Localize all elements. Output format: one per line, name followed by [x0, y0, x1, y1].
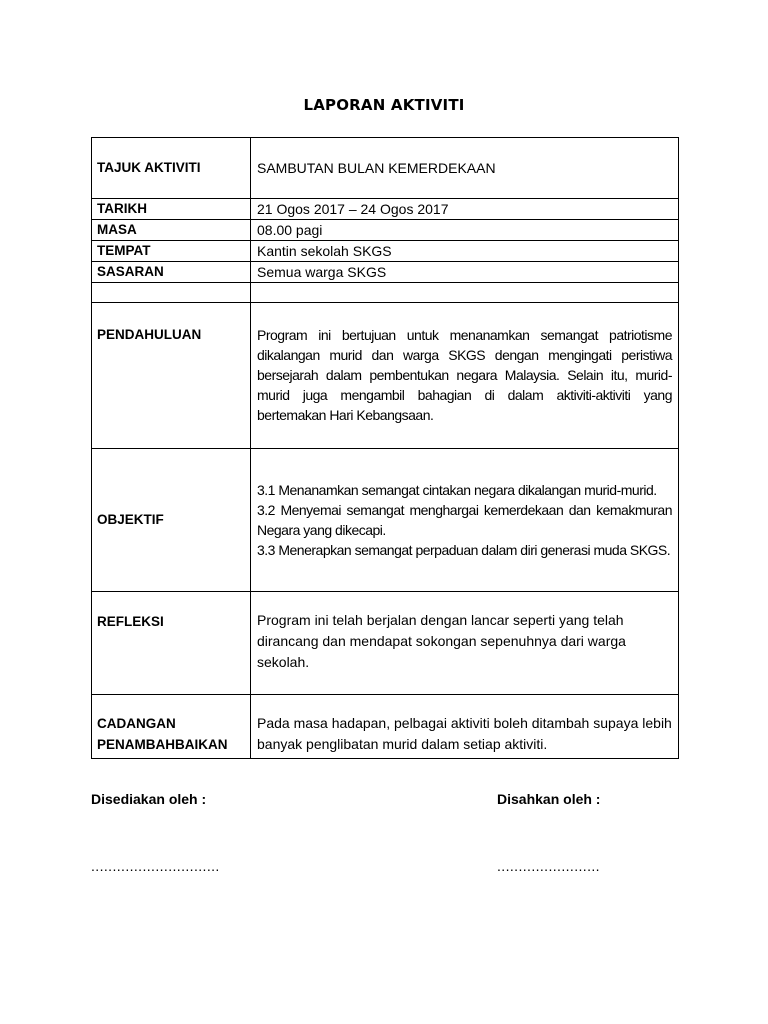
label-text: PENDAHULUAN	[97, 327, 202, 342]
value-objektif	[251, 449, 679, 592]
prepared-by-label: Disediakan oleh :	[91, 791, 207, 807]
value-tarikh: 21 Ogos 2017 – 24 Ogos 2017	[251, 199, 679, 220]
row-objektif	[92, 449, 679, 592]
label-refleksi	[92, 592, 251, 695]
row-tajuk	[92, 138, 679, 199]
label-line: CADANGAN	[97, 716, 176, 731]
value-sasaran: Semua warga SKGS	[251, 262, 679, 283]
row-pendahuluan	[92, 303, 679, 449]
row-empty	[92, 283, 679, 303]
row-cadangan	[92, 695, 679, 759]
label-cadangan	[92, 695, 251, 759]
value-text: SAMBUTAN BULAN KEMERDEKAAN	[257, 160, 496, 176]
value-text: Program ini bertujuan untuk menanamkan semangat patriotisme dikalangan murid dan warga SKGS dengan mengingati peristiwa bersejarah dalam pembentukan negara Malaysia. Selain itu, murid-murid juga mengambil bahagian di dalam aktiviti-aktiviti yang bertemakan Hari Kebangsaan.	[257, 327, 672, 423]
objective-item: 3.1 Menanamkan semangat cintakan negara dikalangan murid-murid.	[257, 482, 657, 498]
label-pendahuluan	[92, 303, 251, 449]
label-masa: MASA	[92, 220, 251, 241]
value-text: Pada masa hadapan, pelbagai aktiviti boleh ditambah supaya lebih banyak penglibatan murid dalam setiap aktiviti.	[257, 715, 672, 752]
row-tempat	[92, 241, 679, 262]
label-text: REFLEKSI	[97, 614, 164, 629]
label-tarikh: TARIKH	[92, 199, 251, 220]
value-tempat: Kantin sekolah SKGS	[251, 241, 679, 262]
page-title: LAPORAN AKTIVITI	[303, 96, 465, 114]
objective-item: 3.3 Menerapkan semangat perpaduan dalam diri generasi muda SKGS.	[257, 542, 671, 558]
row-refleksi	[92, 592, 679, 695]
row-tarikh	[92, 199, 679, 220]
label-line: PENAMBAHBAIKAN	[97, 737, 228, 752]
row-masa	[92, 220, 679, 241]
approved-by-label: Disahkan oleh :	[497, 791, 601, 807]
label-tempat: TEMPAT	[92, 241, 251, 262]
label-text: TAJUK AKTIVITI	[97, 160, 201, 175]
label-text: OBJEKTIF	[97, 512, 164, 527]
value-refleksi	[251, 592, 679, 695]
label-sasaran: SASARAN	[92, 262, 251, 283]
objective-item: 3.2 Menyemai semangat menghargai kemerdekaan dan kemakmuran Negara yang dikecapi.	[257, 502, 672, 538]
value-pendahuluan	[251, 303, 679, 449]
label-objektif	[92, 449, 251, 592]
approved-signature-line: ........................	[497, 858, 600, 874]
value-text: Program ini telah berjalan dengan lancar seperti yang telah dirancang dan mendapat sokongan sepenuhnya dari warga sekolah.	[257, 612, 626, 670]
prepared-signature-line: ..............................	[91, 858, 220, 874]
row-sasaran	[92, 262, 679, 283]
value-tajuk	[251, 138, 679, 199]
report-table	[91, 137, 679, 759]
value-cadangan	[251, 695, 679, 759]
label-empty	[92, 283, 251, 303]
value-empty	[251, 283, 679, 303]
value-masa: 08.00 pagi	[251, 220, 679, 241]
label-tajuk	[92, 138, 251, 199]
